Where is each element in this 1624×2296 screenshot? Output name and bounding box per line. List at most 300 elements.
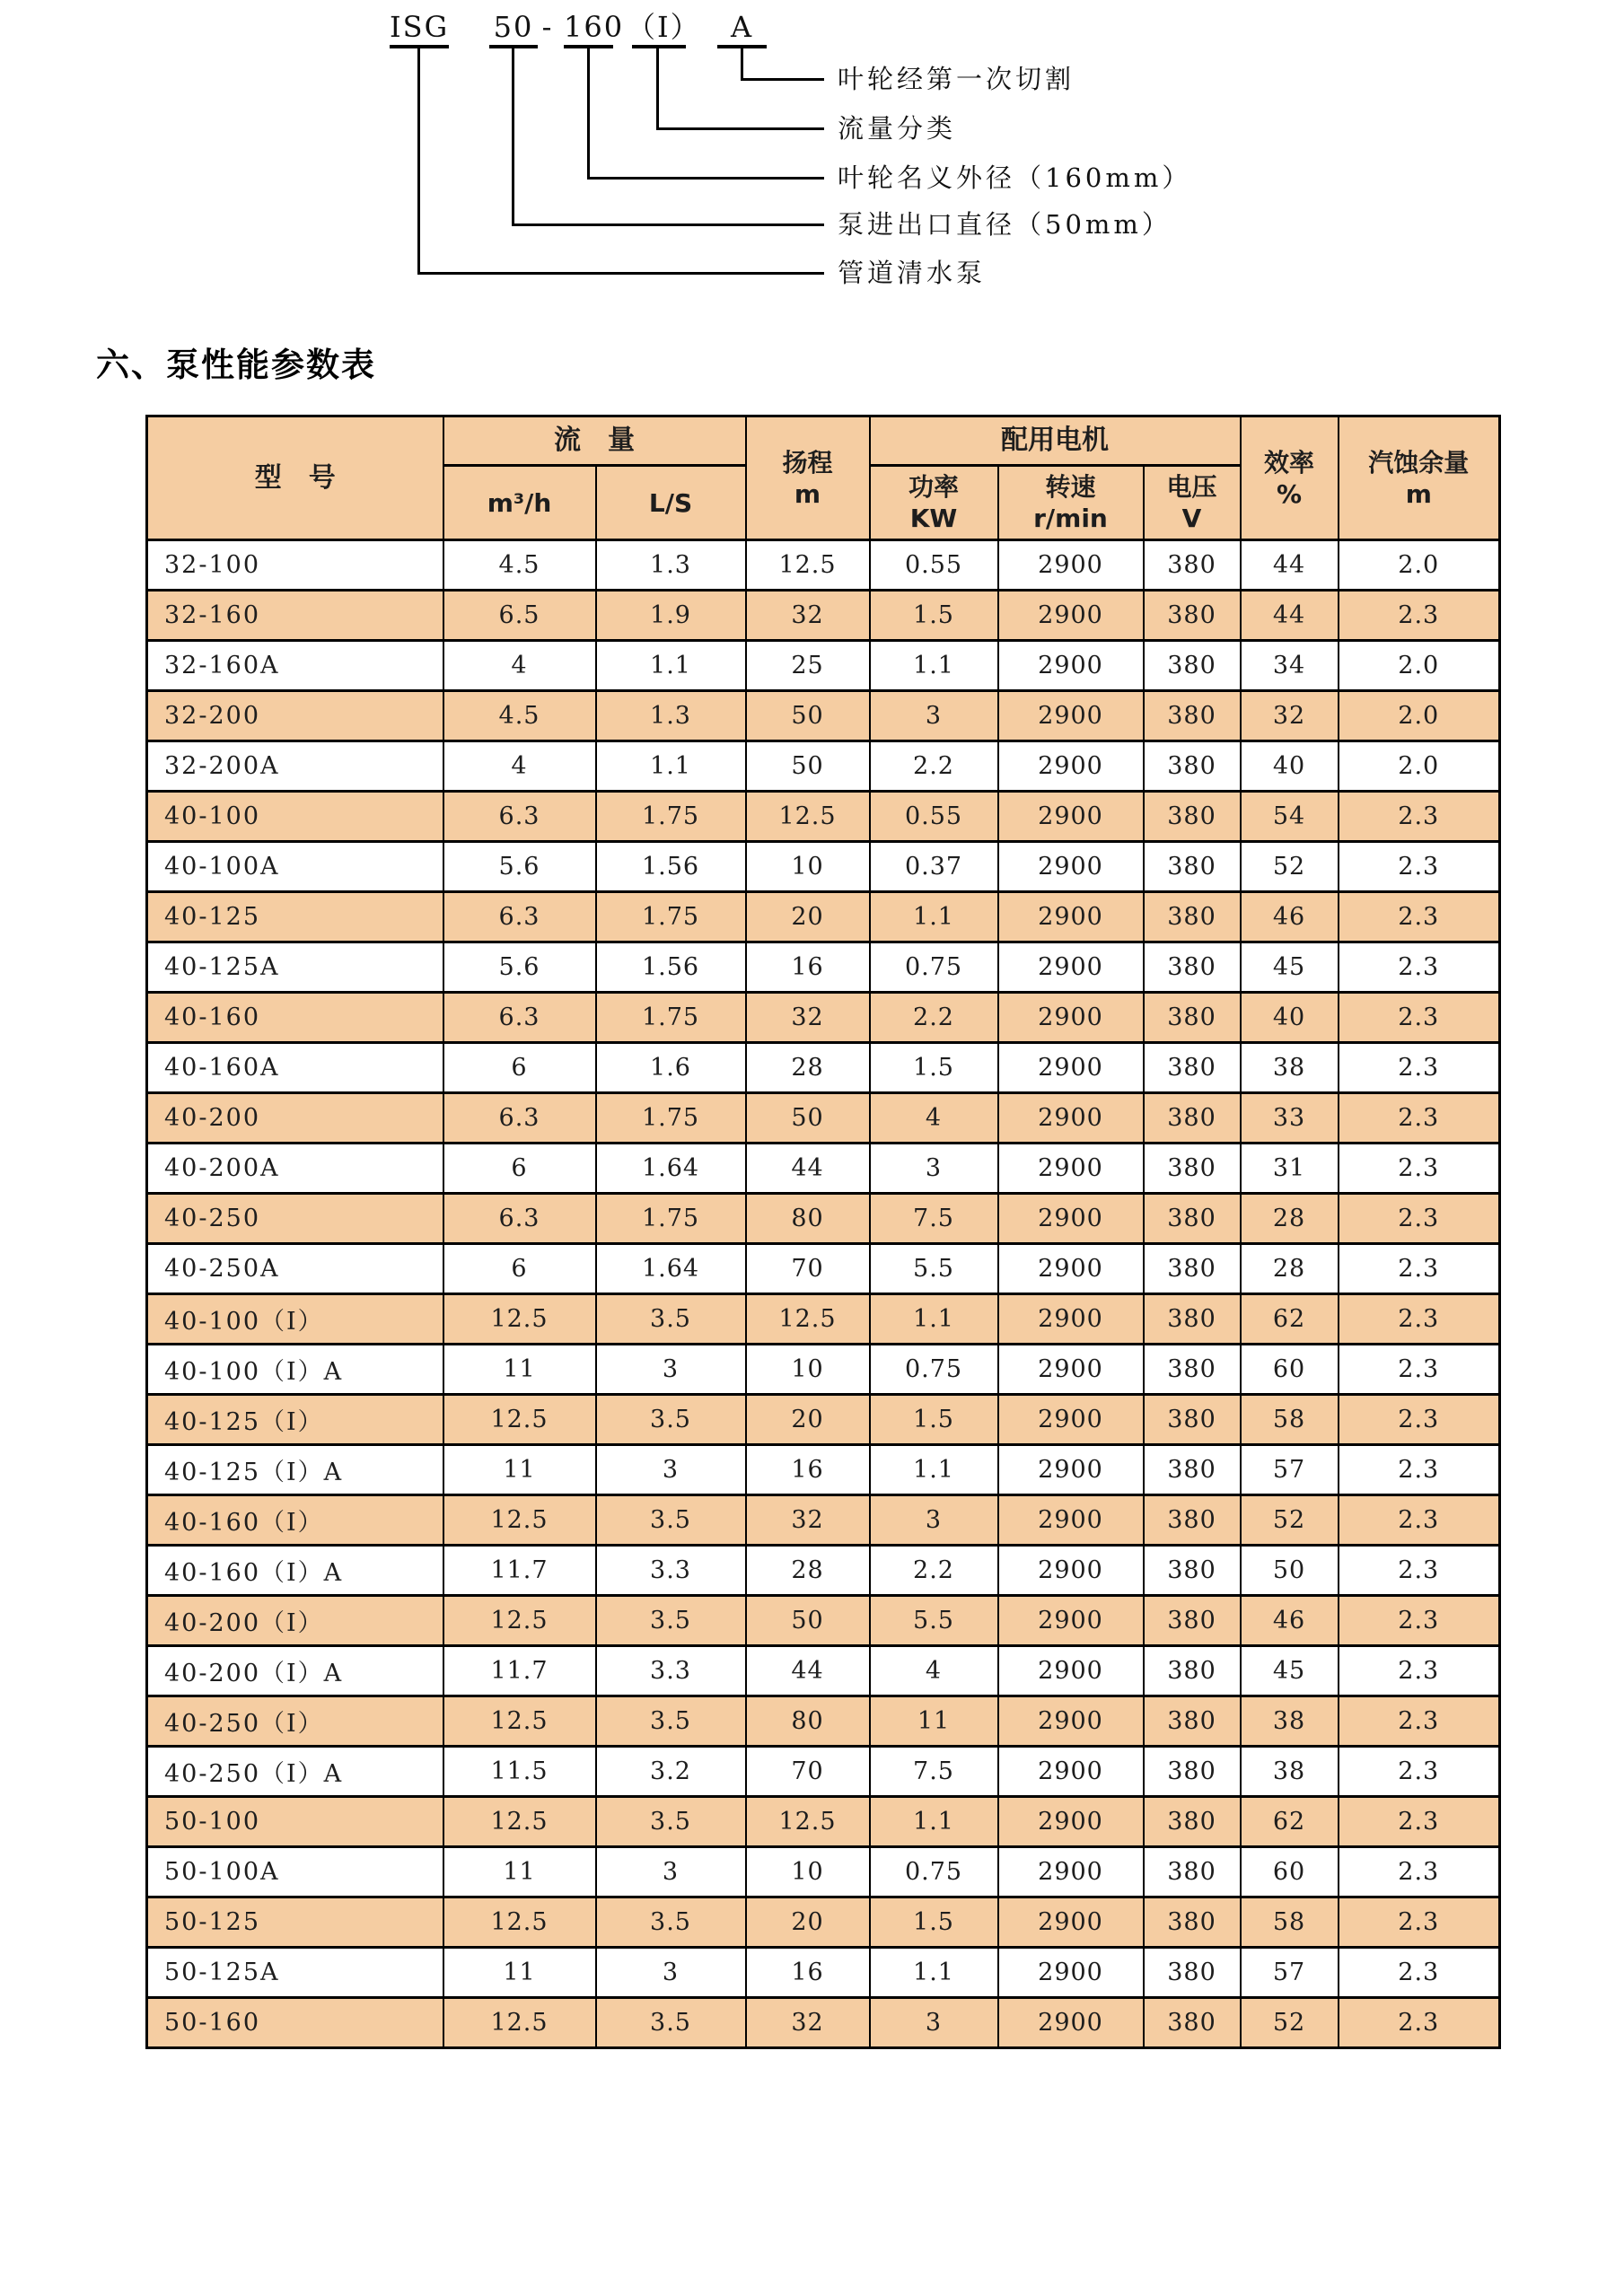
col-header-power-line2: KW: [909, 504, 958, 533]
model-cell: 50-125A: [147, 1948, 443, 1998]
table-row: [147, 1093, 1500, 1144]
value-cell: 12.5: [443, 1897, 596, 1948]
value-cell: 1.1: [870, 892, 998, 942]
value-cell: 58: [1241, 1897, 1339, 1948]
value-cell: 2900: [998, 1696, 1144, 1747]
code-part-impeller: 160: [564, 10, 625, 44]
value-cell: 20: [746, 1395, 870, 1445]
value-cell: 12.5: [443, 1395, 596, 1445]
table-row: [147, 591, 1500, 641]
value-cell: 0.37: [870, 842, 998, 892]
value-cell: 4.5: [443, 540, 596, 591]
value-cell: 380: [1144, 842, 1241, 892]
value-cell: 1.64: [596, 1144, 746, 1194]
value-cell: 2.3: [1339, 1345, 1500, 1395]
value-cell: 6: [443, 1144, 596, 1194]
value-cell: 2.3: [1339, 842, 1500, 892]
value-cell: 380: [1144, 1747, 1241, 1797]
value-cell: 3: [870, 691, 998, 741]
callout-line-impeller: [587, 47, 590, 180]
value-cell: 32: [746, 591, 870, 641]
value-cell: 11.5: [443, 1747, 596, 1797]
value-cell: 44: [1241, 591, 1339, 641]
value-cell: 380: [1144, 892, 1241, 942]
value-cell: 32: [746, 993, 870, 1043]
col-header-model: 型 号: [147, 416, 443, 540]
value-cell: 2.3: [1339, 1696, 1500, 1747]
callout-connector-impeller: [587, 177, 824, 180]
value-cell: 380: [1144, 1093, 1241, 1144]
value-cell: 380: [1144, 1495, 1241, 1546]
model-cell: 50-100A: [147, 1847, 443, 1897]
value-cell: 11: [443, 1948, 596, 1998]
value-cell: 380: [1144, 942, 1241, 993]
value-cell: 2.0: [1339, 540, 1500, 591]
table-row: [147, 1546, 1500, 1596]
value-cell: 0.55: [870, 792, 998, 842]
value-cell: 1.5: [870, 1395, 998, 1445]
value-cell: 380: [1144, 641, 1241, 691]
value-cell: 0.75: [870, 1847, 998, 1897]
value-cell: 31: [1241, 1144, 1339, 1194]
table-row: [147, 1244, 1500, 1294]
value-cell: 50: [1241, 1546, 1339, 1596]
value-cell: 3.5: [596, 1696, 746, 1747]
value-cell: 2900: [998, 1948, 1144, 1998]
table-row: [147, 1345, 1500, 1395]
value-cell: 38: [1241, 1696, 1339, 1747]
value-cell: 11: [870, 1696, 998, 1747]
model-cell: 32-200A: [147, 741, 443, 792]
table-row: [147, 1194, 1500, 1244]
value-cell: 2.3: [1339, 1998, 1500, 2048]
model-cell: 40-250（I）A: [147, 1747, 443, 1797]
value-cell: 2.3: [1339, 1294, 1500, 1345]
value-cell: 32: [746, 1998, 870, 2048]
value-cell: 2900: [998, 741, 1144, 792]
table-row: [147, 1696, 1500, 1747]
value-cell: 1.5: [870, 1897, 998, 1948]
table-row: [147, 1897, 1500, 1948]
table-row: [147, 1043, 1500, 1093]
value-cell: 1.75: [596, 1093, 746, 1144]
value-cell: 2900: [998, 1897, 1144, 1948]
value-cell: 380: [1144, 1948, 1241, 1998]
value-cell: 2.0: [1339, 741, 1500, 792]
value-cell: 12.5: [746, 540, 870, 591]
model-cell: 50-125: [147, 1897, 443, 1948]
value-cell: 380: [1144, 1596, 1241, 1646]
value-cell: 2.3: [1339, 1646, 1500, 1696]
value-cell: 58: [1241, 1395, 1339, 1445]
value-cell: 2.3: [1339, 792, 1500, 842]
table-row: [147, 1646, 1500, 1696]
value-cell: 2.3: [1339, 942, 1500, 993]
value-cell: 2.3: [1339, 1445, 1500, 1495]
value-cell: 12.5: [443, 1696, 596, 1747]
col-header-voltage-line1: 电压: [1166, 472, 1217, 502]
value-cell: 38: [1241, 1043, 1339, 1093]
value-cell: 2.3: [1339, 1596, 1500, 1646]
table-row: [147, 1445, 1500, 1495]
value-cell: 1.9: [596, 591, 746, 641]
value-cell: 2900: [998, 1596, 1144, 1646]
value-cell: 2900: [998, 1244, 1144, 1294]
value-cell: 38: [1241, 1747, 1339, 1797]
value-cell: 3.5: [596, 1294, 746, 1345]
value-cell: 2.3: [1339, 993, 1500, 1043]
model-cell: 40-160（I）A: [147, 1546, 443, 1596]
value-cell: 4: [443, 641, 596, 691]
value-cell: 2.3: [1339, 1495, 1500, 1546]
value-cell: 5.5: [870, 1244, 998, 1294]
model-cell: 40-160: [147, 993, 443, 1043]
model-cell: 40-100（I）: [147, 1294, 443, 1345]
value-cell: 54: [1241, 792, 1339, 842]
value-cell: 380: [1144, 1696, 1241, 1747]
value-cell: 10: [746, 842, 870, 892]
value-cell: 57: [1241, 1948, 1339, 1998]
value-cell: 4: [870, 1646, 998, 1696]
value-cell: 2900: [998, 792, 1144, 842]
value-cell: 2900: [998, 1395, 1144, 1445]
value-cell: 2900: [998, 641, 1144, 691]
value-cell: 12.5: [443, 1797, 596, 1847]
value-cell: 2900: [998, 1194, 1144, 1244]
value-cell: 380: [1144, 741, 1241, 792]
value-cell: 2.3: [1339, 1847, 1500, 1897]
value-cell: 380: [1144, 1646, 1241, 1696]
value-cell: 12.5: [746, 1294, 870, 1345]
col-header-efficiency: [1241, 416, 1339, 540]
model-cell: 40-125: [147, 892, 443, 942]
value-cell: 1.75: [596, 792, 746, 842]
table-row: [147, 540, 1500, 591]
value-cell: 380: [1144, 1897, 1241, 1948]
value-cell: 2.3: [1339, 1948, 1500, 1998]
value-cell: 380: [1144, 1144, 1241, 1194]
value-cell: 11.7: [443, 1546, 596, 1596]
model-cell: 40-160（I）: [147, 1495, 443, 1546]
value-cell: 52: [1241, 1998, 1339, 2048]
model-cell: 40-100: [147, 792, 443, 842]
callout-line-diameter: [512, 47, 514, 226]
value-cell: 380: [1144, 1294, 1241, 1345]
value-cell: 3: [870, 1144, 998, 1194]
value-cell: 60: [1241, 1345, 1339, 1395]
value-cell: 80: [746, 1696, 870, 1747]
value-cell: 3.3: [596, 1646, 746, 1696]
model-cell: 32-200: [147, 691, 443, 741]
value-cell: 1.1: [870, 1797, 998, 1847]
value-cell: 2.3: [1339, 1194, 1500, 1244]
col-header-speed: [998, 466, 1144, 540]
table-row: [147, 1847, 1500, 1897]
value-cell: 50: [746, 691, 870, 741]
value-cell: 20: [746, 892, 870, 942]
value-cell: 1.75: [596, 1194, 746, 1244]
table-row: [147, 1294, 1500, 1345]
col-header-head-line2: m: [794, 478, 821, 509]
value-cell: 44: [746, 1144, 870, 1194]
col-header-efficiency-line1: 效率: [1264, 447, 1315, 478]
value-cell: 3: [596, 1445, 746, 1495]
value-cell: 2900: [998, 892, 1144, 942]
value-cell: 1.3: [596, 691, 746, 741]
value-cell: 44: [1241, 540, 1339, 591]
value-cell: 2900: [998, 1495, 1144, 1546]
value-cell: 3.3: [596, 1546, 746, 1596]
model-cell: 40-125（I）: [147, 1395, 443, 1445]
code-part-flowclass: （I）: [627, 10, 701, 44]
value-cell: 3: [870, 1998, 998, 2048]
value-cell: 3.5: [596, 1395, 746, 1445]
value-cell: 1.1: [870, 1948, 998, 1998]
value-cell: 1.1: [870, 1294, 998, 1345]
model-cell: 40-100（I）A: [147, 1345, 443, 1395]
table-row: [147, 842, 1500, 892]
callout-line-series: [417, 47, 420, 275]
value-cell: 2900: [998, 591, 1144, 641]
value-cell: 1.5: [870, 591, 998, 641]
value-cell: 2900: [998, 842, 1144, 892]
value-cell: 380: [1144, 1194, 1241, 1244]
value-cell: 2.3: [1339, 1395, 1500, 1445]
value-cell: 2.3: [1339, 1093, 1500, 1144]
value-cell: 12.5: [746, 792, 870, 842]
value-cell: 12.5: [443, 1495, 596, 1546]
model-cell: 32-160: [147, 591, 443, 641]
value-cell: 50: [746, 741, 870, 792]
value-cell: 25: [746, 641, 870, 691]
table-row: [147, 1998, 1500, 2048]
value-cell: 2.3: [1339, 1144, 1500, 1194]
value-cell: 1.1: [596, 641, 746, 691]
model-cell: 40-125（I）A: [147, 1445, 443, 1495]
value-cell: 5.6: [443, 842, 596, 892]
value-cell: 1.6: [596, 1043, 746, 1093]
value-cell: 3: [596, 1345, 746, 1395]
col-header-efficiency-line2: %: [1277, 478, 1303, 509]
value-cell: 1.3: [596, 540, 746, 591]
code-part-dash: -: [541, 10, 554, 44]
callout-label-series: 管道清水泵: [838, 258, 987, 288]
model-cell: 40-250（I）: [147, 1696, 443, 1747]
value-cell: 20: [746, 1897, 870, 1948]
table-row: [147, 641, 1500, 691]
value-cell: 1.75: [596, 993, 746, 1043]
value-cell: 6.3: [443, 792, 596, 842]
value-cell: 2900: [998, 1144, 1144, 1194]
value-cell: 380: [1144, 1546, 1241, 1596]
value-cell: 40: [1241, 993, 1339, 1043]
underline-flowclass: [632, 45, 686, 48]
value-cell: 2.3: [1339, 1797, 1500, 1847]
table-row: [147, 792, 1500, 842]
callout-line-cut: [741, 47, 743, 81]
value-cell: 32: [1241, 691, 1339, 741]
col-header-head: [746, 416, 870, 540]
col-header-power: [870, 466, 998, 540]
model-cell: 40-125A: [147, 942, 443, 993]
value-cell: 28: [1241, 1244, 1339, 1294]
value-cell: 380: [1144, 1244, 1241, 1294]
value-cell: 2.3: [1339, 1043, 1500, 1093]
value-cell: 3.5: [596, 1998, 746, 2048]
value-cell: 3.2: [596, 1747, 746, 1797]
model-cell: 40-200（I）: [147, 1596, 443, 1646]
col-header-flow-m3h: m³/h: [443, 466, 596, 540]
value-cell: 2900: [998, 993, 1144, 1043]
value-cell: 3.5: [596, 1596, 746, 1646]
value-cell: 1.64: [596, 1244, 746, 1294]
value-cell: 2900: [998, 1747, 1144, 1797]
value-cell: 57: [1241, 1445, 1339, 1495]
model-cell: 40-250: [147, 1194, 443, 1244]
value-cell: 50: [746, 1596, 870, 1646]
model-cell: 50-100: [147, 1797, 443, 1847]
value-cell: 1.5: [870, 1043, 998, 1093]
value-cell: 12.5: [443, 1294, 596, 1345]
table-row: [147, 1596, 1500, 1646]
value-cell: 380: [1144, 1395, 1241, 1445]
value-cell: 2900: [998, 1646, 1144, 1696]
value-cell: 11.7: [443, 1646, 596, 1696]
value-cell: 6.3: [443, 993, 596, 1043]
col-header-npsh-line1: 汽蚀余量: [1368, 447, 1470, 478]
table-row: [147, 892, 1500, 942]
value-cell: 28: [746, 1043, 870, 1093]
value-cell: 380: [1144, 691, 1241, 741]
pump-performance-table: [145, 415, 1501, 2049]
model-cell: 40-100A: [147, 842, 443, 892]
col-header-motor-group: 配用电机: [870, 416, 1241, 466]
table-row: [147, 1495, 1500, 1546]
value-cell: 62: [1241, 1294, 1339, 1345]
value-cell: 6: [443, 1043, 596, 1093]
model-cell: 40-200A: [147, 1144, 443, 1194]
value-cell: 3: [596, 1948, 746, 1998]
value-cell: 12.5: [746, 1797, 870, 1847]
value-cell: 380: [1144, 1345, 1241, 1395]
value-cell: 6.3: [443, 892, 596, 942]
value-cell: 0.55: [870, 540, 998, 591]
table-row: [147, 1948, 1500, 1998]
value-cell: 40: [1241, 741, 1339, 792]
value-cell: 2900: [998, 1345, 1144, 1395]
value-cell: 1.1: [596, 741, 746, 792]
value-cell: 6.3: [443, 1093, 596, 1144]
value-cell: 33: [1241, 1093, 1339, 1144]
value-cell: 70: [746, 1747, 870, 1797]
value-cell: 380: [1144, 1998, 1241, 2048]
value-cell: 52: [1241, 842, 1339, 892]
value-cell: 28: [1241, 1194, 1339, 1244]
value-cell: 2900: [998, 540, 1144, 591]
col-header-speed-line2: r/min: [1033, 504, 1108, 533]
value-cell: 2.3: [1339, 1897, 1500, 1948]
value-cell: 2900: [998, 1546, 1144, 1596]
model-cell: 50-160: [147, 1998, 443, 2048]
model-code-diagram: [0, 0, 1624, 323]
value-cell: 2.3: [1339, 1747, 1500, 1797]
value-cell: 11: [443, 1445, 596, 1495]
value-cell: 6: [443, 1244, 596, 1294]
value-cell: 2.0: [1339, 641, 1500, 691]
value-cell: 380: [1144, 591, 1241, 641]
value-cell: 12.5: [443, 1998, 596, 2048]
value-cell: 6.3: [443, 1194, 596, 1244]
value-cell: 2900: [998, 942, 1144, 993]
value-cell: 380: [1144, 1445, 1241, 1495]
value-cell: 2.3: [1339, 1244, 1500, 1294]
code-part-series: ISG: [390, 10, 450, 44]
callout-connector-diameter: [512, 223, 824, 226]
value-cell: 380: [1144, 540, 1241, 591]
callout-label-flowclass: 流量分类: [838, 113, 957, 144]
value-cell: 3.5: [596, 1797, 746, 1847]
value-cell: 4.5: [443, 691, 596, 741]
value-cell: 60: [1241, 1847, 1339, 1897]
table-row: [147, 691, 1500, 741]
value-cell: 380: [1144, 1043, 1241, 1093]
value-cell: 3: [870, 1495, 998, 1546]
value-cell: 45: [1241, 942, 1339, 993]
value-cell: 2900: [998, 1043, 1144, 1093]
table-row: [147, 1747, 1500, 1797]
value-cell: 2.2: [870, 993, 998, 1043]
value-cell: 11: [443, 1345, 596, 1395]
value-cell: 2.2: [870, 741, 998, 792]
value-cell: 16: [746, 942, 870, 993]
model-cell: 32-100: [147, 540, 443, 591]
value-cell: 2900: [998, 1797, 1144, 1847]
value-cell: 1.1: [870, 1445, 998, 1495]
model-cell: 32-160A: [147, 641, 443, 691]
value-cell: 52: [1241, 1495, 1339, 1546]
value-cell: 2.0: [1339, 691, 1500, 741]
col-header-speed-line1: 转速: [1045, 472, 1096, 502]
value-cell: 1.75: [596, 892, 746, 942]
value-cell: 380: [1144, 993, 1241, 1043]
model-cell: 40-200（I）A: [147, 1646, 443, 1696]
value-cell: 46: [1241, 892, 1339, 942]
callout-connector-cut: [741, 78, 824, 81]
model-cell: 40-200: [147, 1093, 443, 1144]
value-cell: 2900: [998, 1445, 1144, 1495]
col-header-flow-ls: L/S: [596, 466, 746, 540]
col-header-voltage-line2: V: [1181, 504, 1202, 533]
value-cell: 0.75: [870, 1345, 998, 1395]
value-cell: 16: [746, 1445, 870, 1495]
value-cell: 2.3: [1339, 1546, 1500, 1596]
value-cell: 3.5: [596, 1495, 746, 1546]
table-row: [147, 942, 1500, 993]
pump-table-body: [147, 540, 1500, 2048]
callout-connector-flowclass: [656, 127, 824, 130]
col-header-head-line1: 扬程: [782, 447, 833, 478]
callout-label-cut: 叶轮经第一次切割: [838, 64, 1075, 94]
value-cell: 3: [596, 1847, 746, 1897]
value-cell: 70: [746, 1244, 870, 1294]
value-cell: 11: [443, 1847, 596, 1897]
value-cell: 5.5: [870, 1596, 998, 1646]
value-cell: 3.5: [596, 1897, 746, 1948]
value-cell: 1.1: [870, 641, 998, 691]
col-header-npsh: [1339, 416, 1500, 540]
table-row: [147, 993, 1500, 1043]
value-cell: 7.5: [870, 1194, 998, 1244]
